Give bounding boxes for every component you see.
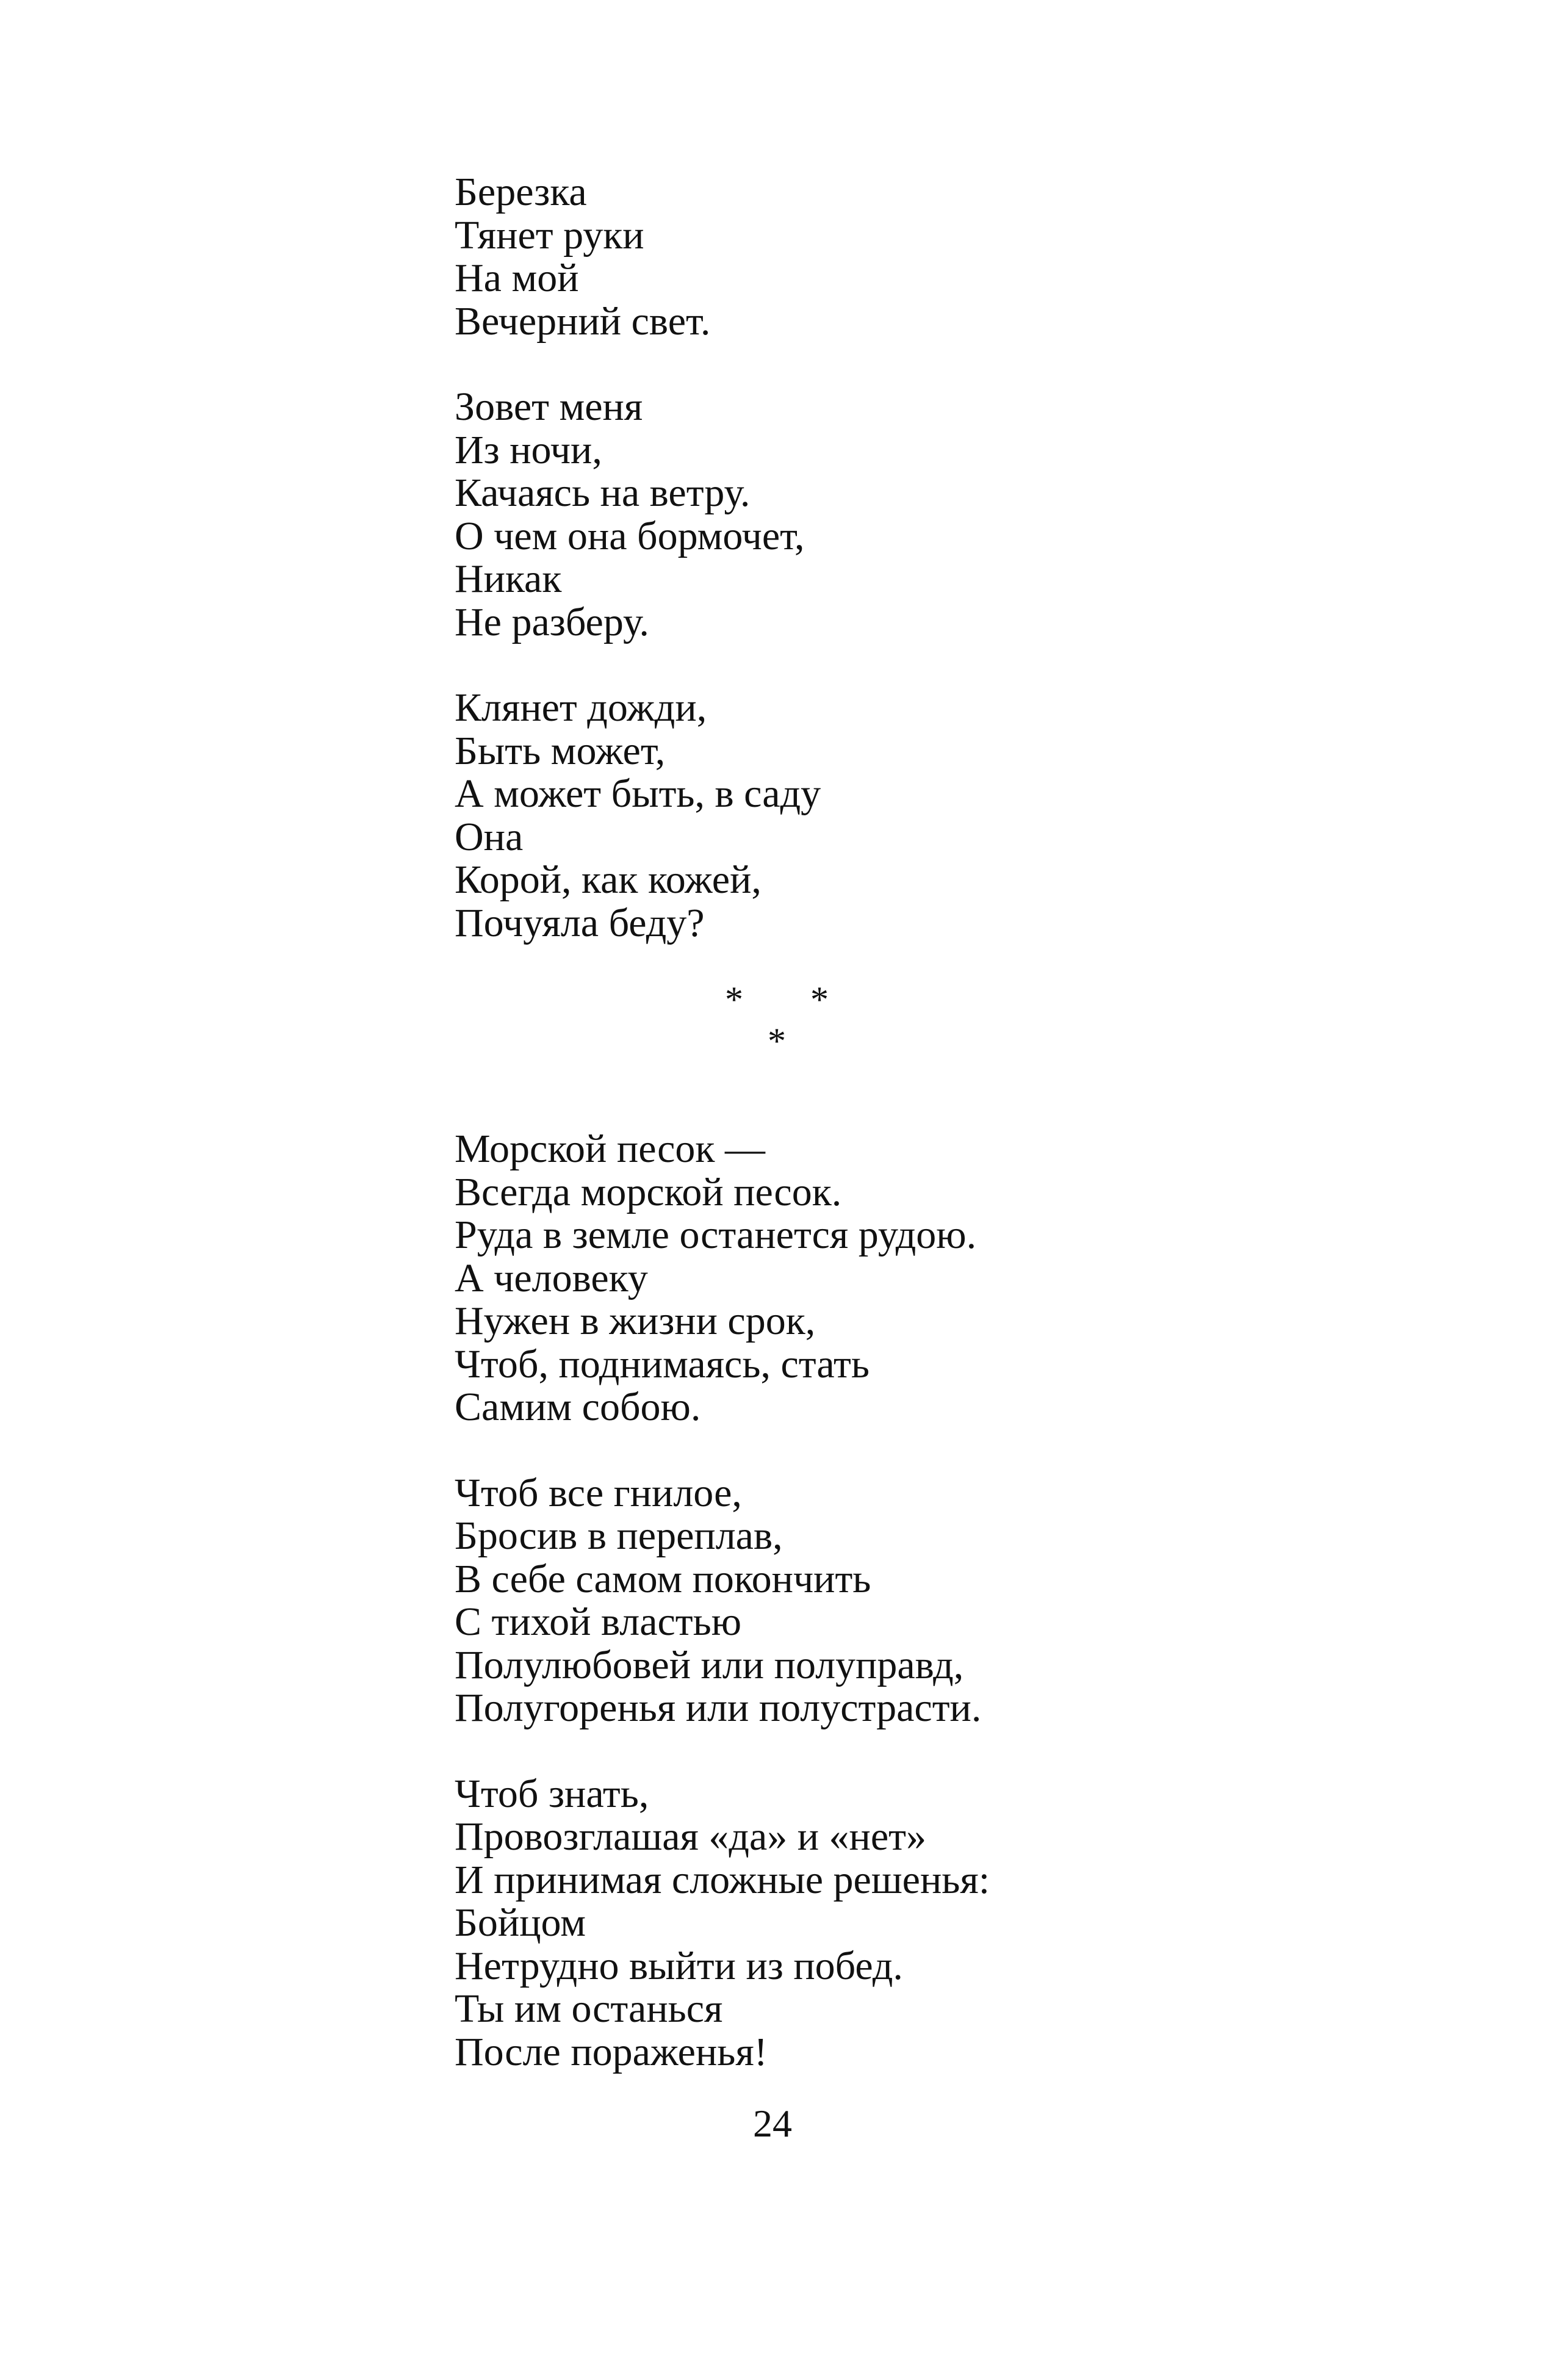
asterisk-glyph: * (810, 979, 829, 1020)
verse-line: Вечерний свет. (455, 298, 711, 344)
poem-2-stanza-2 (455, 1472, 1431, 1730)
verse-line: Чтоб, поднимаясь, стать (455, 1341, 870, 1387)
verse-line: Провозглашая «да» и «нет» (455, 1814, 927, 1859)
poem-text (455, 171, 1431, 2074)
verse-line: Качаясь на ветру. (455, 471, 751, 515)
poem-2 (455, 1128, 1431, 2074)
verse-line: Быть может, (455, 728, 666, 773)
verse-line: Полугоренья или полустрасти. (455, 1686, 982, 1730)
verse-line: И принимая сложные решенья: (455, 1857, 990, 1902)
verse-line: Морской песок — (455, 1127, 765, 1171)
verse-line: Корой, как кожей, (455, 857, 762, 902)
poem-1-stanza-3 (455, 687, 1431, 945)
verse-line: Никак (455, 557, 562, 601)
verse-line: Нужен в жизни срок, (455, 1299, 816, 1343)
verse-line: Чтоб знать, (455, 1771, 649, 1816)
verse-line: Из ночи, (455, 427, 602, 472)
verse-line: Чтоб все гнилое, (455, 1470, 742, 1515)
verse-line: Руда в земле останется рудою. (455, 1213, 977, 1257)
verse-line: После пораженья! (455, 2029, 768, 2074)
poem-1 (455, 171, 1431, 945)
section-break-asterisks (455, 945, 1431, 1128)
verse-line: Почуяла беду? (455, 900, 705, 945)
verse-line: Полулюбовей или полуправд, (455, 1642, 964, 1687)
page-number: 24 (753, 2102, 792, 2145)
poem-1-stanza-1 (455, 171, 1431, 343)
verse-line: Ты им останься (455, 1986, 723, 2031)
verse-line: Бойцом (455, 1900, 586, 1945)
verse-line: Тянет руки (455, 212, 644, 258)
verse-line: Нетрудно выйти из побед. (455, 1943, 903, 1988)
asterisk-glyph: * (768, 1021, 786, 1061)
verse-line: А может быть, в саду (455, 771, 821, 816)
poem-1-stanza-2 (455, 386, 1431, 644)
verse-line: О чем она бормочет, (455, 513, 805, 558)
verse-line: Клянет дожди, (455, 685, 707, 730)
verse-line: Она (455, 814, 524, 859)
verse-line: На мой (455, 256, 579, 300)
poem-2-stanza-1 (455, 1128, 1431, 1429)
verse-line: С тихой властью (455, 1599, 742, 1644)
verse-line: Не разберу. (455, 599, 649, 644)
verse-line: Зовет меня (455, 384, 643, 429)
verse-line: В себе самом покончить (455, 1556, 871, 1601)
verse-line: Всегда морской песок. (455, 1169, 842, 1214)
asterisk-glyph: * (725, 979, 743, 1020)
verse-line: Самим собою. (455, 1385, 701, 1429)
poem-2-stanza-3 (455, 1773, 1431, 2074)
verse-line: Березка (455, 170, 587, 214)
verse-line: А человеку (455, 1255, 648, 1300)
verse-line: Бросив в переплав, (455, 1513, 783, 1558)
